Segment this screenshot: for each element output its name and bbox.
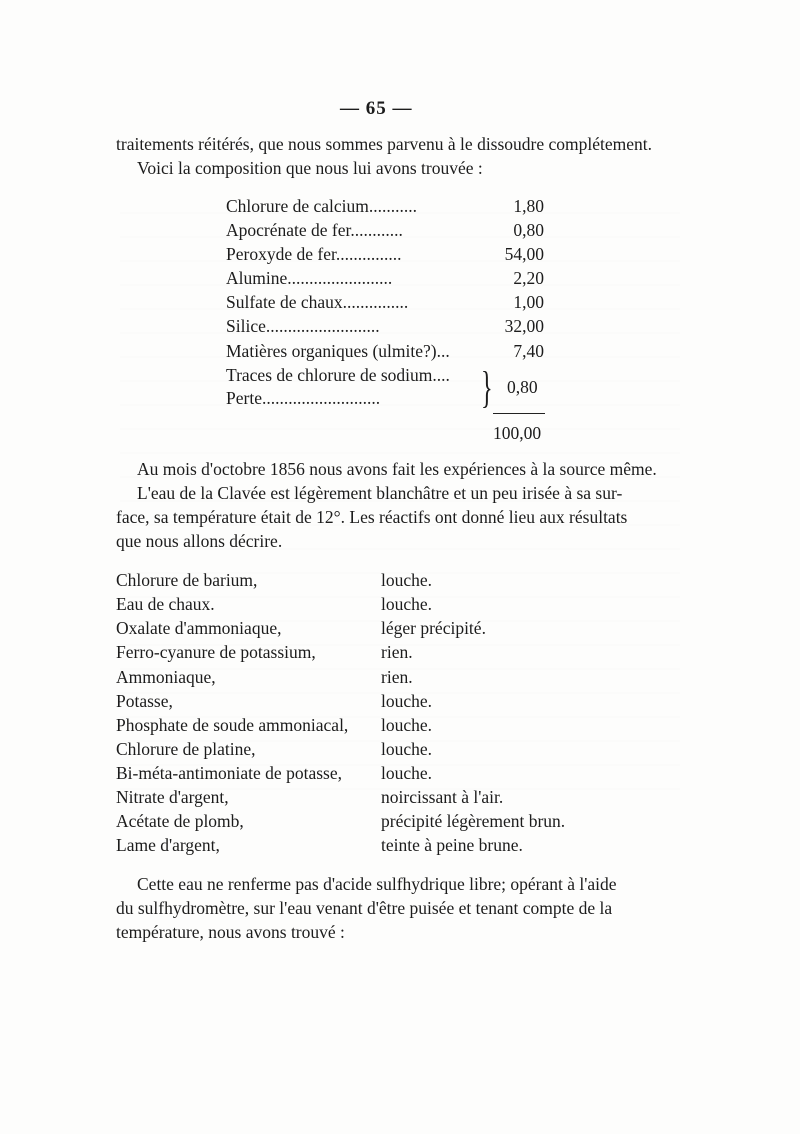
test-reagent: Acétate de plomb,	[116, 811, 244, 831]
composition-row	[226, 195, 544, 217]
composition-value: 1,00	[513, 292, 544, 312]
test-result: louche.	[381, 570, 433, 590]
composition-name: Alumine........................	[226, 268, 393, 288]
sum-rule	[493, 413, 545, 414]
test-result: louche.	[381, 715, 433, 735]
test-reagent: Bi-méta-antimoniate de potasse,	[116, 763, 342, 783]
composition-name: Silice..........................	[226, 316, 380, 336]
composition-row	[226, 219, 544, 241]
test-reagent: Nitrate d'argent,	[116, 787, 229, 807]
composition-value: 1,80	[513, 196, 544, 216]
page-number: — 65 —	[340, 98, 413, 119]
composition-name: Chlorure de calcium...........	[226, 196, 417, 216]
composition-row	[226, 291, 544, 313]
paragraph-line-4: que nous allons décrire.	[116, 531, 283, 551]
composition-name: Traces de chlorure de sodium....	[226, 365, 450, 385]
composition-value: 7,40	[513, 341, 544, 361]
composition-row	[226, 267, 544, 289]
composition-name: Matières organiques (ulmite?)...	[226, 341, 450, 361]
composition-row	[226, 315, 544, 337]
composition-name: Sulfate de chaux...............	[226, 292, 409, 312]
composition-name: Apocrénate de fer............	[226, 220, 403, 240]
test-reagent: Ferro-cyanure de potassium,	[116, 642, 316, 662]
composition-value: 2,20	[513, 268, 544, 288]
test-reagent: Oxalate d'ammoniaque,	[116, 618, 282, 638]
composition-row	[226, 340, 544, 362]
composition-row	[226, 364, 486, 386]
test-result: précipité légèrement brun.	[381, 811, 566, 831]
paragraph-line-2: L'eau de la Clavée est légèrement blanchâtre et un peu irisée à sa sur-	[137, 483, 623, 503]
test-result: rien.	[381, 667, 413, 687]
test-result: rien.	[381, 642, 413, 662]
composition-row	[226, 243, 544, 265]
grouping-brace: }	[481, 363, 493, 412]
test-result: léger précipité.	[381, 618, 486, 638]
composition-value: 54,00	[504, 244, 544, 264]
test-result: noircissant à l'air.	[381, 787, 504, 807]
composition-value: 32,00	[504, 316, 544, 336]
intro-line-1: traitements réitérés, que nous sommes parvenu à le dissoudre complétement.	[116, 134, 653, 154]
test-reagent: Phosphate de soude ammoniacal,	[116, 715, 349, 735]
composition-name: Peroxyde de fer...............	[226, 244, 402, 264]
test-reagent: Eau de chaux.	[116, 594, 215, 614]
test-reagent: Lame d'argent,	[116, 835, 220, 855]
composition-value: 0,80	[513, 220, 544, 240]
test-reagent: Chlorure de platine,	[116, 739, 256, 759]
grouped-value: 0,80	[507, 377, 538, 397]
closing-line-3: température, nous avons trouvé :	[116, 922, 345, 942]
test-result: louche.	[381, 763, 433, 783]
closing-line-2: du sulfhydromètre, sur l'eau venant d'être puisée et tenant compte de la	[116, 898, 613, 918]
test-reagent: Chlorure de barium,	[116, 570, 258, 590]
test-result: louche.	[381, 691, 433, 711]
paragraph-line-1: Au mois d'octobre 1856 nous avons fait les expériences à la source même.	[137, 459, 657, 479]
intro-line-2: Voici la composition que nous lui avons trouvée :	[137, 158, 483, 178]
test-result: louche.	[381, 739, 433, 759]
test-result: teinte à peine brune.	[381, 835, 523, 855]
test-reagent: Potasse,	[116, 691, 173, 711]
test-result: louche.	[381, 594, 433, 614]
closing-line-1: Cette eau ne renferme pas d'acide sulfhydrique libre; opérant à l'aide	[137, 874, 617, 894]
composition-name: Perte...........................	[226, 388, 381, 408]
composition-row	[226, 387, 486, 409]
paragraph-line-3: face, sa température était de 12°. Les réactifs ont donné lieu aux résultats	[116, 507, 628, 527]
composition-total: 100,00	[493, 423, 542, 443]
test-reagent: Ammoniaque,	[116, 667, 216, 687]
